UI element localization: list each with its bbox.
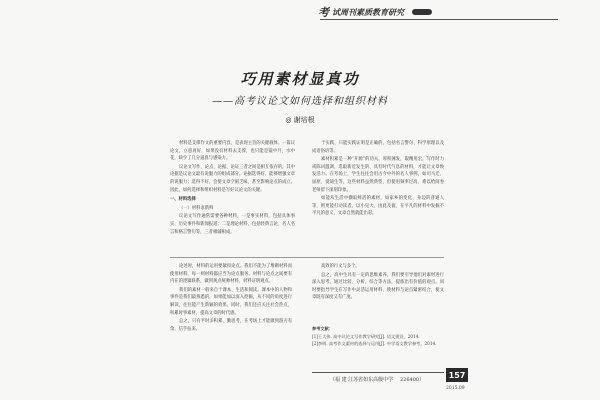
postal-code: 226400） [400,377,425,383]
article-subtitle: ——高考议论文如何选择和组织材料 [212,96,388,107]
author-affiliation: （福 建 江苏省如东高级中学 [330,377,394,383]
header-rule [320,19,558,20]
paragraph: 议论文写作通常需要各种材料，一是事实材料，包括具体事实、历史事件和新闻报道；二是理论材料，包括经典言论、名人名言和格言警句等，三者相辅相成。 [170,214,295,235]
column-top-right [312,140,444,219]
reference-item: [1]王大伟. 高中议论文写作教学研究[J]. 语文建设，2014. [312,334,420,339]
column-bottom-right [312,263,444,303]
paragraph: 总之，只有平时多积累、勤思考，在考场上才能做到游刃有余，信手拈来。 [170,319,292,332]
journal-mark: 考 [318,6,329,19]
paragraph: 于实践，只能实践证明是正确的，包括名言警句、科学原理以及成语俗语等。 [312,141,444,154]
paragraph: 议论文写作，论点、论据、论证三者之间是相互依存的，其中论据是议论文最有说服力的组成部分。论据选得好，能够增强文章的说服力；选得不好，会使文章空洞乏味，甚至影响论点的成立。因此，如何选择和组织材料是写好议论文的关键。 [170,164,296,193]
paragraph: 高效的行文与多个。 [321,264,360,269]
journal-header [318,4,558,20]
issue-date: 2015.09 [446,386,465,391]
paragraph: 论述时，材料的运用要紧扣论点。我们不能为了堆砌材料而使用材料，每一则材料都应当为论点服务。材料与论点之间要有内在的逻辑联系，做到观点统帅材料，材料证明观点。 [170,264,292,285]
paragraph: 如能从生活中撷取鲜活的素材，如家乡的变化、身边的普通人等，则更能打动读者。以小见大，由此及彼，在平凡的材料中发掘不平凡的意义，文章自然就能出彩。 [312,196,444,217]
header-flourish [412,9,432,15]
column-top-left [170,140,295,237]
column-bottom-left [170,263,292,334]
page-number: 157 [446,368,468,382]
paragraph: 素材积累是一种“开源”的功夫，厚积薄发，取精用宏。写作时力戒陈词滥调，选取新近发生的、具有时代气息的材料，才能让文章焕发活力。在考场上，学生往往会用古今中外的名人事例，如司马迁、屈原、爱迪生等，这些材料虽然典型，但使用频率过高，难以给阅卷老师留下深刻印象。 [312,157,444,193]
article-title: 巧用素材显真功 [240,70,360,88]
references-heading: 参考文献： [312,326,333,331]
journal-name: 试周刊素质教育研究 [332,6,404,17]
paragraph: 材料是支撑作文的重要内容，是表现主旨的关键载体。一篇议论文，立意再好，如果没有材料去支撑，也只能是镜中月，水中花，缺少了几分逼真与感染力。 [170,141,296,162]
references [312,325,444,347]
reference-item: [2]李明. 高考作文素材的选择与运用[J]. 中学语文教学参考，2014. [312,341,437,346]
article-author: ◎ 谢培根 [285,116,315,124]
paragraph: 总之，高中生具有一定的思维素养，我们要引导他们对素材进行深入思考，通过比较、分析、综合等方法，提炼出有价值的观点。同时要指导学生在写作中灵活运用材料，使材料与论点紧密结合，使文章既有深度又有广度。 [312,272,444,301]
footer-rule [312,372,444,373]
section-heading: 一、材料选择 [170,197,196,203]
paragraph: （一）材料求新鲜 [179,205,214,211]
paragraph: 我们的素材一般来自于课本、生活和阅读。课本中的人物和事件是我们最熟悉的，如果能加以深入挖掘，从不同的角度进行解读，往往能产生新颖的效果。同时，我们还应关注社会热点，积累时事素材，提高文章的时代感。 [170,287,292,316]
section-divider [170,257,444,258]
